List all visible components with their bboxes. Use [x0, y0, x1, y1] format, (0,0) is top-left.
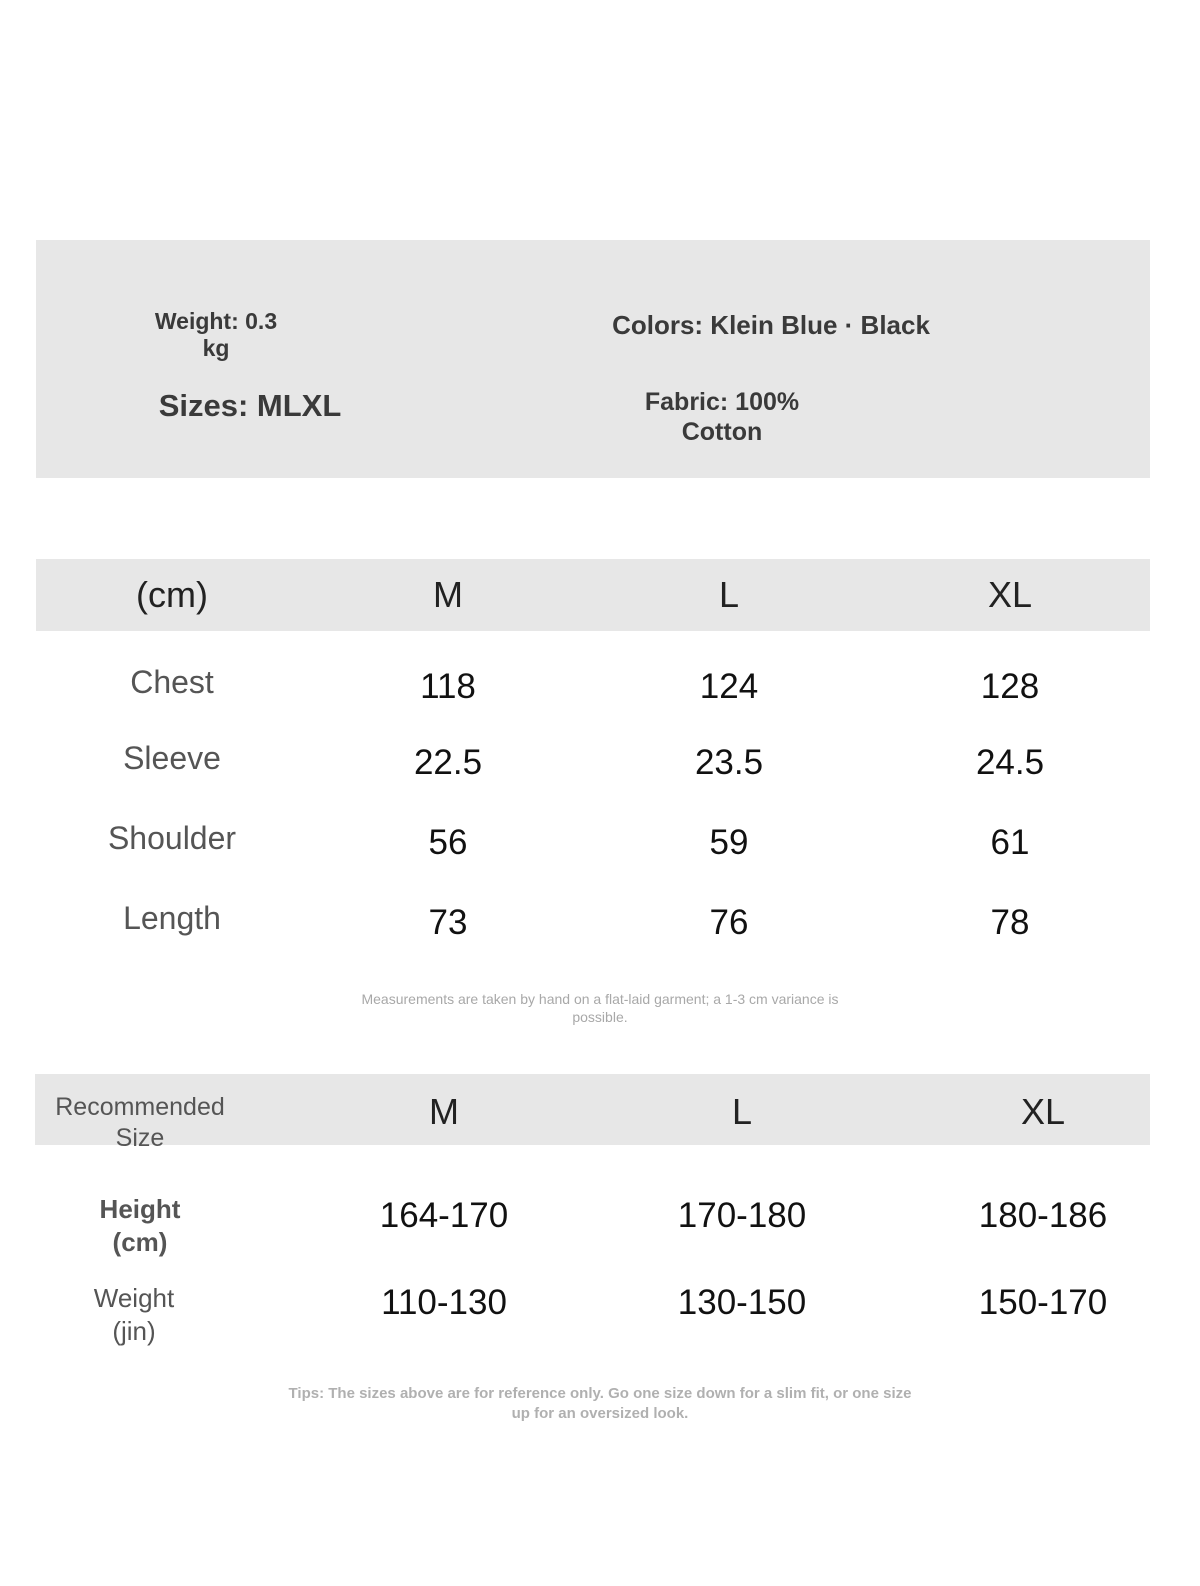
- colors-info: Colors: Klein Blue · Black: [612, 310, 930, 340]
- table-cell: 170-180: [677, 1196, 807, 1235]
- recommended-size-l: L: [731, 1091, 753, 1132]
- table-cell: 150-170: [978, 1283, 1108, 1322]
- recommended-header: Recommended Size: [55, 1093, 225, 1153]
- recommended-size-xl: XL: [1020, 1091, 1066, 1132]
- table-cell: 164-170: [379, 1196, 509, 1235]
- table-cell: 59: [709, 823, 749, 862]
- size-header-m: M: [433, 574, 463, 615]
- table-cell: 180-186: [978, 1196, 1108, 1235]
- row-label-chest: Chest: [130, 664, 214, 700]
- row-label-shoulder: Shoulder: [107, 820, 237, 856]
- row-label-sleeve: Sleeve: [123, 740, 221, 776]
- table-cell: 110-130: [381, 1283, 507, 1322]
- measurement-note: [0, 990, 1200, 1026]
- table-cell: 124: [699, 667, 759, 706]
- size-header-xl: XL: [987, 574, 1033, 615]
- table-cell: 73: [428, 903, 468, 942]
- row-label-height: Height (cm): [99, 1194, 181, 1257]
- row-label-length: Length: [123, 900, 221, 936]
- table-cell: 56: [428, 823, 468, 862]
- sizes-info: Sizes: MLXL: [158, 388, 342, 423]
- fabric-info: Fabric: 100% Cotton: [644, 388, 800, 446]
- recommended-size-m: M: [429, 1091, 459, 1132]
- table-cell: 128: [980, 667, 1040, 706]
- table-cell: 23.5: [694, 743, 764, 782]
- table-cell: 130-150: [677, 1283, 807, 1322]
- measurement-note-text: Measurements are taken by hand on a flat-laid garment; a 1-3 cm variance is possible.: [361, 991, 839, 1026]
- row-label-weight: Weight (jin): [93, 1283, 175, 1346]
- table-cell: 22.5: [413, 743, 483, 782]
- table-cell: 78: [990, 903, 1030, 942]
- size-header-l: L: [718, 574, 740, 615]
- size-tips: [0, 1384, 1200, 1423]
- table-cell: 61: [990, 823, 1030, 862]
- unit-header: (cm): [136, 574, 208, 615]
- size-tips-text: Tips: The sizes above are for reference only. Go one size down for a slim fit, or one size up for an oversized look.: [288, 1385, 912, 1422]
- product-info-panel: [36, 240, 1150, 478]
- table-cell: 118: [420, 667, 476, 706]
- weight-info: Weight: 0.3 kg: [154, 308, 278, 362]
- table-cell: 24.5: [975, 743, 1045, 782]
- table-cell: 76: [709, 903, 749, 942]
